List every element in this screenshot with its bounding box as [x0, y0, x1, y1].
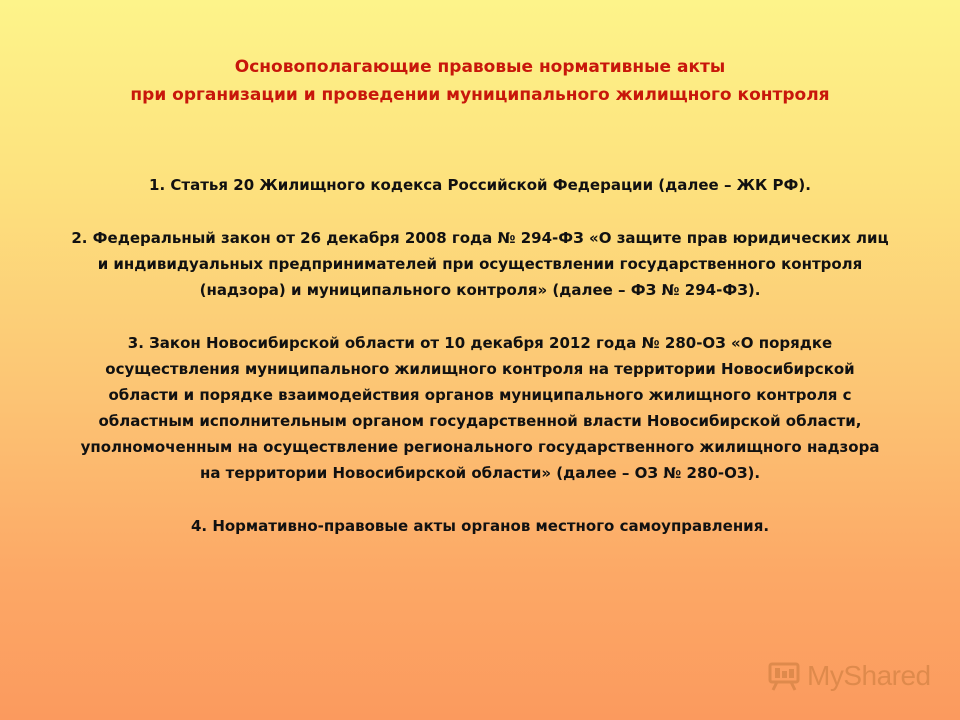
list-item-line: (надзора) и муниципального контроля» (далее – ФЗ № 294-ФЗ).	[199, 281, 761, 299]
myshared-watermark[interactable]	[767, 656, 931, 696]
legal-acts-list	[30, 172, 930, 539]
list-item-line: области и порядке взаимодействия органов муниципального жилищного контроля с	[108, 386, 852, 404]
list-item-line: осуществления муниципального жилищного контроля на территории Новосибирской	[105, 360, 855, 378]
list-item-line: на территории Новосибирской области» (далее – ОЗ № 280-ОЗ).	[199, 464, 761, 482]
list-item-line: уполномоченным на осуществление регионального государственного жилищного надзора	[80, 438, 880, 456]
list-item-2	[30, 225, 930, 303]
list-item-line: и индивидуальных предпринимателей при осуществлении государственного контроля	[97, 255, 863, 273]
list-item-4	[30, 513, 930, 539]
presentation-board-icon	[767, 659, 801, 693]
list-item-line: областным исполнительным органом государственной власти Новосибирской области,	[98, 412, 862, 430]
list-item-line: 3. Закон Новосибирской области от 10 декабря 2012 года № 280-ОЗ «О порядке	[127, 334, 833, 352]
watermark-text: MyShared	[807, 660, 931, 691]
list-item-line: 2. Федеральный закон от 26 декабря 2008 года № 294-ФЗ «О защите прав юридических лиц	[71, 229, 889, 247]
list-item-line: 1. Статья 20 Жилищного кодекса Российской Федерации (далее – ЖК РФ).	[149, 176, 811, 194]
slide-title-line-1: Основополагающие правовые нормативные акты	[234, 57, 726, 77]
list-item-3	[30, 330, 930, 486]
list-item-line: 4. Нормативно-правовые акты органов местного самоуправления.	[190, 517, 770, 535]
slide-title-line-2: при организации и проведении муниципального жилищного контроля	[130, 85, 830, 105]
slide-title	[40, 53, 920, 109]
list-item-1	[30, 172, 930, 198]
